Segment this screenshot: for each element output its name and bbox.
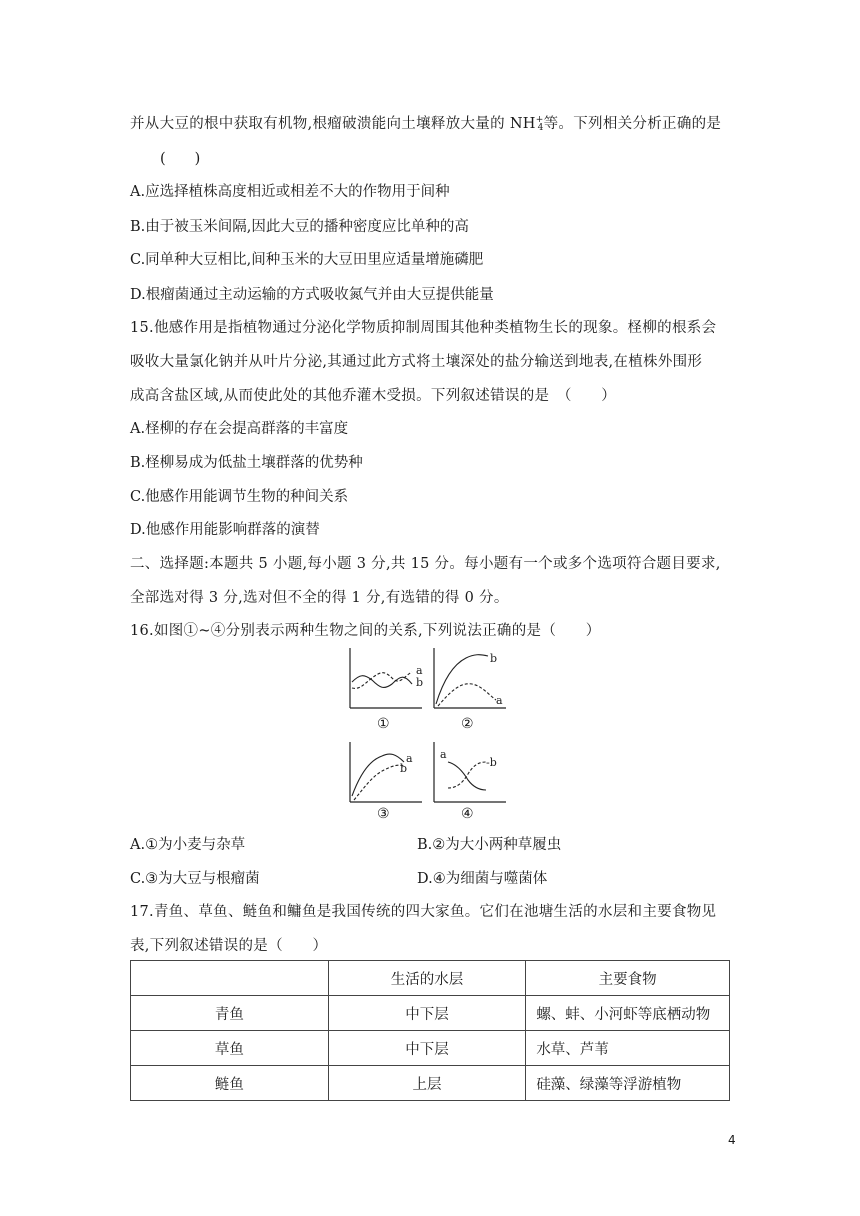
- curve-a: [352, 754, 404, 796]
- q14-option-b: B.由于被玉米间隔,因此大豆的播种密度应比单种的高: [130, 219, 469, 235]
- q16-figure-1-caption: ①: [377, 716, 390, 732]
- curve-a: [438, 684, 496, 706]
- q14-stem-text: 并从大豆的根中获取有机物,根瘤破溃能向土壤释放大量的 NH: [130, 116, 536, 132]
- q14-option-c: C.同单种大豆相比,间种玉米的大豆田里应适量增施磷肥: [130, 252, 484, 268]
- q14-option-d: D.根瘤菌通过主动运输的方式吸收氮气并由大豆提供能量: [130, 287, 494, 303]
- q15-option-d: D.他感作用能影响群落的演替: [130, 522, 320, 538]
- q16-figure-3: [346, 742, 426, 806]
- q16-figure-2-caption: ②: [461, 716, 474, 732]
- table-cell: 中下层: [328, 996, 526, 1031]
- table-row: [131, 1066, 730, 1101]
- table-cell: 上层: [328, 1066, 526, 1101]
- table-row: [131, 1031, 730, 1066]
- table-cell: 螺、蚌、小河虾等底栖动物: [526, 996, 730, 1031]
- curve-b: [448, 762, 486, 788]
- q14-answer-paren: ( ): [160, 151, 201, 167]
- table-row: [131, 996, 730, 1031]
- q16-figure-2: [430, 648, 510, 712]
- section2-line-2: 全部选对得 3 分,选对但不全的得 1 分,有选错的得 0 分。: [130, 590, 509, 606]
- q15-stem-line-1: 15.他感作用是指植物通过分泌化学物质抑制周围其他种类植物生长的现象。柽柳的根系会: [130, 320, 717, 336]
- q16-option-b: B.②为大小两种草履虫: [417, 837, 562, 853]
- curve-a: [448, 762, 486, 790]
- label-b: b: [490, 652, 498, 665]
- q15-option-b: B.柽柳易成为低盐土壤群落的优势种: [130, 455, 363, 471]
- q17-stem-line-1: 17.青鱼、草鱼、鲢鱼和鳙鱼是我国传统的四大家鱼。它们在池塘生活的水层和主要食物见: [130, 904, 717, 920]
- q14-stem-text-end: 等。下列相关分析正确的是: [543, 116, 722, 132]
- table-cell: 中下层: [328, 1031, 526, 1066]
- q14-stem-sub: 4: [537, 123, 544, 133]
- table-cell: 水草、芦苇: [526, 1031, 730, 1066]
- q16-option-d: D.④为细菌与噬菌体: [417, 871, 548, 887]
- curve-b: [354, 765, 404, 800]
- label-a: a: [416, 664, 423, 677]
- page-number: 4: [728, 1133, 736, 1147]
- table-cell: 鲢鱼: [131, 1066, 329, 1101]
- table-header-cell: 生活的水层: [328, 961, 526, 996]
- curve-b: [436, 655, 488, 704]
- table-header-cell: [131, 961, 329, 996]
- q16-option-a: A.①为小麦与杂草: [130, 837, 246, 853]
- table-header-row: [131, 961, 730, 996]
- q15-option-a: A.柽柳的存在会提高群落的丰富度: [130, 421, 349, 437]
- q16-figure-4-caption: ④: [461, 806, 474, 822]
- q16-figure-4: [430, 742, 510, 806]
- q16-figure-3-caption: ③: [377, 806, 390, 822]
- label-b: b: [416, 676, 424, 689]
- q15-stem-line-2: 吸收大量氯化钠并从叶片分泌,其通过此方式将土壤深处的盐分输送到地表,在植株外围形: [130, 354, 703, 370]
- q16-figure-1: [346, 648, 426, 712]
- curve-a: [352, 672, 412, 688]
- label-a: a: [496, 694, 503, 707]
- table-cell: 青鱼: [131, 996, 329, 1031]
- section2-line-1: 二、选择题:本题共 5 小题,每小题 3 分,共 15 分。每小题有一个或多个选项符合题目要求,: [130, 556, 721, 572]
- q16-option-c: C.③为大豆与根瘤菌: [130, 871, 260, 887]
- label-a: a: [440, 748, 447, 761]
- q14-option-a: A.应选择植株高度相近或相差不大的作物用于间种: [130, 184, 450, 200]
- q15-stem-line-3: 成高含盐区域,从而使此处的其他乔灌木受损。下列叙述错误的是 （ ）: [130, 388, 617, 404]
- q17-stem-line-2: 表,下列叙述错误的是（ ）: [130, 938, 328, 954]
- table-cell: 硅藻、绿藻等浮游植物: [526, 1066, 730, 1101]
- q15-option-c: C.他感作用能调节生物的种间关系: [130, 489, 349, 505]
- label-a: a: [406, 752, 413, 765]
- table-cell: 草鱼: [131, 1031, 329, 1066]
- q16-stem: 16.如图①~④分别表示两种生物之间的关系,下列说法正确的是（ ）: [130, 623, 601, 639]
- q14-stem-sup: +: [535, 115, 544, 125]
- table-header-cell: 主要食物: [526, 961, 730, 996]
- q14-stem: [130, 112, 721, 133]
- label-b: b: [400, 762, 408, 775]
- label-b: -b: [486, 756, 497, 769]
- curve-b: [352, 676, 412, 688]
- q17-fish-table: [130, 960, 730, 1101]
